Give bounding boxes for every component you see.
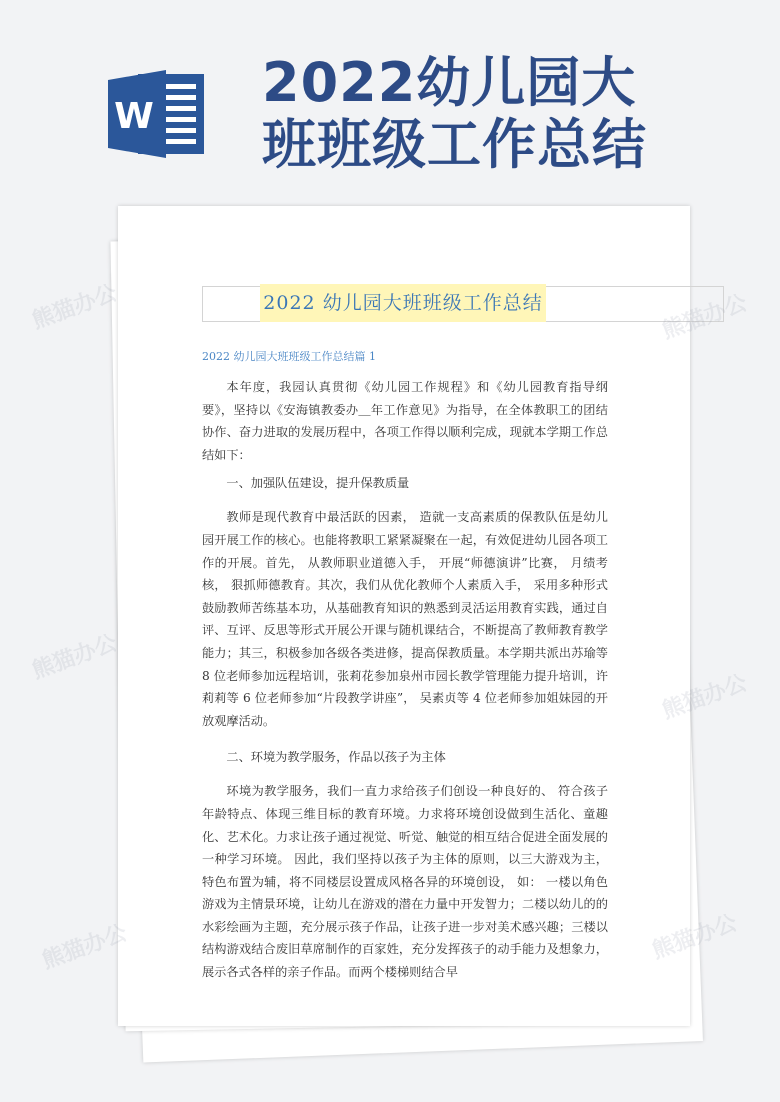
document-body xyxy=(202,376,608,984)
document-subtitle: 2022 幼儿园大班班级工作总结篇 1 xyxy=(202,350,376,363)
section-paragraph-2: 环境为教学服务，我们一直力求给孩子们创设一种良好的、 符合孩子年龄特点、体现三维目标的教育环境。力求将环境创设做到生活化、童趣化、艺术化。力求让孩子通过视觉、听觉、触觉的相互结合促进全面发展的一种学习环境。 因此，我们坚持以孩子为主体的原则，以三大游戏为主，特色布置为辅，将不同楼层设置成风格各异的环境创设， 如： 一楼以角色游戏为主情景环境，让幼儿在游戏的潜在力量中开发智力；二楼以幼儿的的水彩绘画为主题，充分展示孩子作品，让孩子进一步对美术感兴趣；三楼以结构游戏结合废旧草席制作的百家姓，充分发挥孩子的动手能力及想象力， 展示各式各样的亲子作品。而两个楼梯则结合早 xyxy=(202,784,608,980)
document-title: 2022 幼儿园大班班级工作总结 xyxy=(260,284,546,322)
section-paragraph-1: 教师是现代教育中最活跃的因素， 造就一支高素质的保教队伍是幼儿园开展工作的核心。也能将教职工紧紧凝聚在一起，有效促进幼儿园各项工作的开展。首先， 从教师职业道德入手， 开展“师德演讲”比赛， 月绩考核， 狠抓师德教育。其次，我们从优化教师个人素质入手， 采用多种形式鼓励教师苦练基本功，从基础教育知识的熟悉到灵活运用教育实践，通过自评、互评、反思等形式开展公开课与随机课结合，不断提高了教师教育教学能力；其三，积极参加各级各类进修，提高保教质量。本学期共派出苏瑜等 8 位老师参加远程培训，张莉花参加泉州市园长教学管理能力提升培训，许莉莉等 6 位老师参加“片段教学讲座”， 吴素贞等 4 位老师参加姐妹园的开放观摩活动。 xyxy=(202,510,608,728)
watermark: 熊猫办公 xyxy=(39,920,131,975)
page-title-line1: 2022幼儿园大 xyxy=(262,51,637,114)
watermark: 熊猫办公 xyxy=(29,280,121,335)
watermark: 熊猫办公 xyxy=(659,670,751,725)
page-title xyxy=(262,52,762,176)
word-icon xyxy=(108,66,208,162)
section-heading-2: 二、环境为教学服务，作品以孩子为主体 xyxy=(226,750,446,765)
intro-paragraph: 本年度，我园认真贯彻《幼儿园工作规程》和《幼儿园教育指导纲要》，坚持以《安海镇教委办＿年工作意见》为指导，在全体教职工的团结协作、奋力进取的发展历程中，各项工作得以顺利完成，现就本学期工作总结如下： xyxy=(202,380,608,462)
section-heading-1: 一、加强队伍建设，提升保教质量 xyxy=(226,476,410,491)
page-title-line2: 班班级工作总结 xyxy=(262,113,647,176)
watermark: 熊猫办公 xyxy=(29,630,121,685)
watermark: 熊猫办公 xyxy=(659,290,751,345)
document-page xyxy=(118,206,690,1026)
word-icon-letter: W xyxy=(114,96,154,137)
